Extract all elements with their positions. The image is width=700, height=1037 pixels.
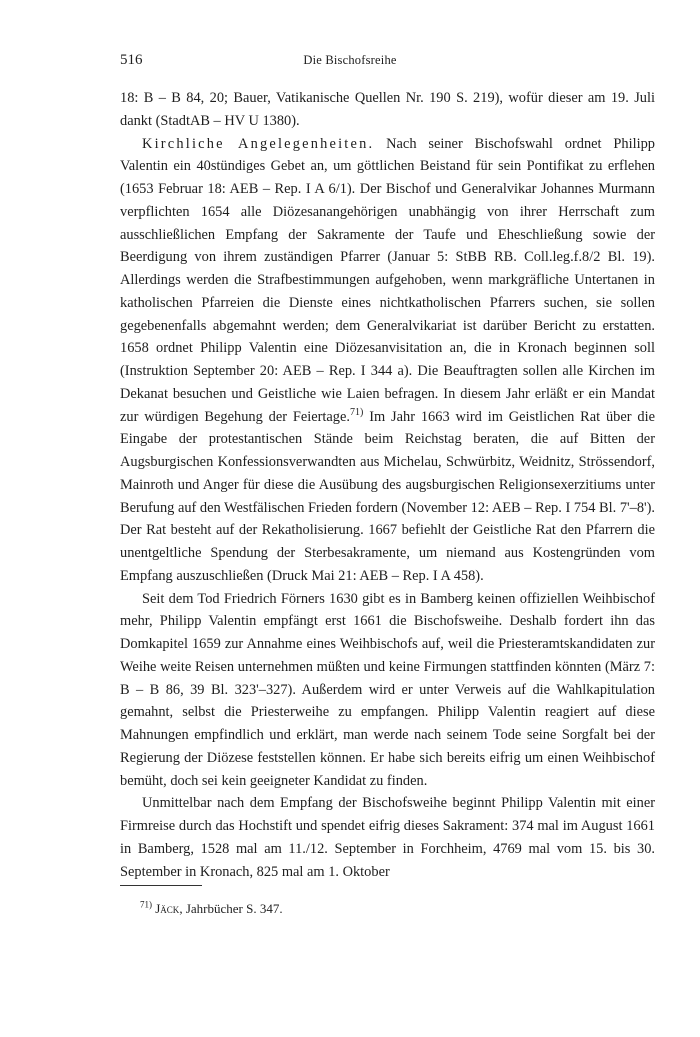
running-title: Die Bischofsreihe bbox=[303, 53, 397, 67]
footnote-text: , Jahrbücher S. 347. bbox=[179, 901, 283, 916]
paragraph bbox=[120, 133, 655, 588]
footnote bbox=[140, 900, 655, 918]
paragraph: Seit dem Tod Friedrich Förners 1630 gibt es in Bamberg keinen offiziellen Weihbischof mehr, Philipp Valentin empfängt erst 1661 die Bischofsweihe. Deshalb fordert ihn das Domkapitel 1659 zur Annahme eines Weihbischofs auf, weil die Priesteramtskandidaten zur Weihe weite Reisen unternehmen müßten und keine Firmungen stattfinden könnten (März 7: B – B 86, 39 Bl. 323'–327). Außerdem wird er unter Verweis auf die Wahlkapitulation gemahnt, selbst die Priesterweihe zu empfangen. Philipp Valentin reagiert auf diese Mahnungen empfindlich und erklärt, man werde nach seinem Tode seine Sorgfalt bei der Regierung der Diözese feststellen können. Er habe sich bereits eifrig um einen Weihbischof bemüht, doch sei kein geeigneter Kandidat zu finden. bbox=[120, 590, 655, 789]
paragraph-text: Nach seiner Bischofswahl ordnet Philipp Valentin ein 40stündiges Gebet an, um göttlichen Beistand für sein Pontifikat zu erflehen (1653 Februar 18: AEB – Rep. I A 6/1). Der Bischof und Generalvikar Johannes Murmann verpflichten 1654 alle Diözesanangehörigen unabhängig von ihrer Herrschaft zum ausschließlichen Empfang der Sakramente der Taufe und Eheschließung sowie der Beerdigung von ihrem zuständigen Pfarrer (Januar 5: StBB RB. Coll.leg.f.8/2 Bl. 19). Allerdings werden die Strafbestimmungen aufgehoben, wenn markgräfliche Untertanen in katholischen Pfarreien die Dienste eines nichtkatholischen Pfarrers suchen, sie sollen gegebenenfalls abgemahnt werden; dem Generalvikariat ist darüber Bericht zu erstatten. 1658 ordnet Philipp Valentin eine Diözesanvisitation an, die in Kronach beginnen soll (Instruktion September 20: AEB – Rep. I 344 a). Die Beauftragten sollen alle Kirchen im Dekanat besuchen und Geistliche wie Laien befragen. In diesem Jahr erläßt er ein Mandat zur würdigen Begehung der Feiertage. bbox=[120, 135, 655, 425]
footnote-mark: 71) bbox=[140, 899, 152, 910]
footnote-reference[interactable]: 71) bbox=[350, 406, 364, 418]
paragraph-text: Im Jahr 1663 wird im Geistlichen Rat über die Eingabe der protestantischen Stände beim Reichstag beraten, die auf Bitten der Augsburgischen Konfessionsverwandten aus Michelau, Schwürbitz, Weidnitz, Strössendorf, Mainroth und Anger für diese die Ausübung des augsburgischen Religionsexerzitiums unter Berufung auf den Westfälischen Frieden fordern (November 12: AEB – Rep. I 754 Bl. 7'–8'). Der Rat besteht auf der Rekatholisierung. 1667 befiehlt der Geistliche Rat den Pfarrern die unentgeltliche Spendung der Sterbesakramente, um niemand aus Kostengründen vom Empfang auszuschließen (Druck Mai 21: AEB – Rep. I A 458). bbox=[120, 408, 655, 584]
section-heading: Kirchliche Angelegenheiten. bbox=[142, 135, 375, 152]
page-header bbox=[0, 52, 700, 72]
main-text bbox=[120, 87, 655, 883]
footnote-divider bbox=[120, 885, 202, 886]
paragraph: 18: B – B 84, 20; Bauer, Vatikanische Quellen Nr. 190 S. 219), wofür dieser am 19. Juli dankt (StadtAB – HV U 1380). bbox=[120, 90, 655, 129]
footnote-author: Jäck bbox=[155, 901, 180, 916]
paragraph: Unmittelbar nach dem Empfang der Bischofsweihe beginnt Philipp Valentin mit einer Firmreise durch das Hochstift und spendet eifrig dieses Sakrament: 374 mal im August 1661 in Bamberg, 1528 mal am 11./12. September in Forchheim, 4769 mal vom 15. bis 30. September in Kronach, 825 mal am 1. Oktober bbox=[120, 795, 655, 880]
page-number: 516 bbox=[120, 52, 143, 68]
